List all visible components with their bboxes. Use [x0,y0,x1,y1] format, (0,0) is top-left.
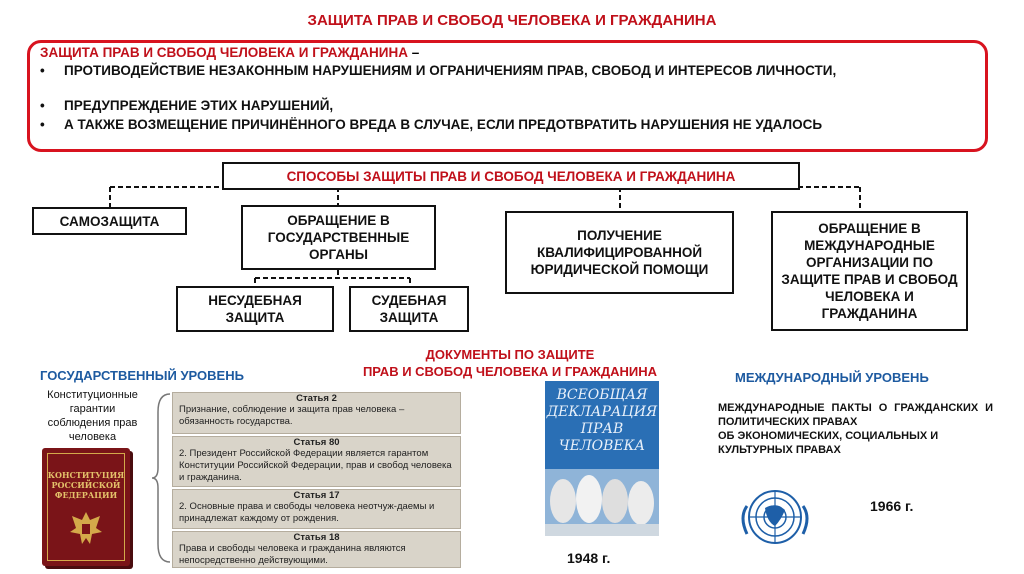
definition-bullet [40,116,975,133]
bullet-dot: • [40,98,45,113]
documents-title-line1: ДОКУМЕНТЫ ПО ЗАЩИТЕ [425,347,595,362]
article-text: 2. Основные права и свободы человека неотчуж-даемы и принадлежат каждому от рождения. [179,501,435,524]
legal-help-box: ПОЛУЧЕНИЕ КВАЛИФИЦИРОВАННОЙ ЮРИДИЧЕСКОЙ ПОМОЩИ [505,211,734,294]
bullet-dot: • [40,117,45,132]
udhr-title-line: ПРАВ [580,421,624,437]
article-title: Статья 2 [296,393,337,404]
pacts-line: ОБ ЭКОНОМИЧЕСКИХ, СОЦИАЛЬНЫХ И КУЛЬТУРНЫХ ПРАВАХ [718,430,939,456]
bracket-icon [150,392,172,564]
bullet-text: ПРОТИВОДЕЙСТВИЕ НЕЗАКОННЫМ НАРУШЕНИЯМ И ОГРАНИЧЕНИЯМ ПРАВ, СВОБОД И ИНТЕРЕСОВ ЛИЧНОСТИ, [64,63,837,78]
book-title-line: ФЕДЕРАЦИИ [54,490,118,500]
intl-level-label: МЕЖДУНАРОДНЫЙ УРОВЕНЬ [735,370,929,385]
definition-title-text: ЗАЩИТА ПРАВ И СВОБОД ЧЕЛОВЕКА И ГРАЖДАНИНА [40,45,408,60]
definition-title [40,45,419,60]
un-emblem-icon [735,484,815,550]
udhr-title-line: ВСЕОБЩАЯ [556,387,648,403]
pacts-year: 1966 г. [870,498,914,514]
documents-title-line2: ПРАВ И СВОБОД ЧЕЛОВЕКА И ГРАЖДАНИНА [362,364,658,379]
article-text: Признание, соблюдение и защита прав человека – обязанность государства. [179,404,405,427]
state-level-label: ГОСУДАРСТВЕННЫЙ УРОВЕНЬ [40,368,244,383]
book-title [42,470,130,500]
udhr-title-line: ЧЕЛОВЕКА [558,438,646,454]
article-card [172,489,461,529]
pacts-text [718,401,993,457]
constitution-book [42,448,130,566]
bullet-text: ПРЕДУПРЕЖДЕНИЕ ЭТИХ НАРУШЕНИЙ, [64,98,334,113]
udhr-cover [545,381,659,536]
udhr-title [545,387,659,455]
self-defense-box: САМОЗАЩИТА [32,207,187,235]
eagle-emblem-icon [68,508,104,548]
documents-title [310,346,710,380]
methods-header: СПОСОБЫ ЗАЩИТЫ ПРАВ И СВОБОД ЧЕЛОВЕКА И ГРАЖДАНИНА [222,162,800,190]
article-title: Статья 18 [293,532,340,543]
bullet-dot: • [40,63,45,78]
article-text: Права и свободы человека и гражданина являются непосредственно действующими. [179,543,406,566]
page-title: ЗАЩИТА ПРАВ И СВОБОД ЧЕЛОВЕКА И ГРАЖДАНИНА [307,12,717,29]
international-box: ОБРАЩЕНИЕ В МЕЖДУНАРОДНЫЕ ОРГАНИЗАЦИИ ПО ЗАЩИТЕ ПРАВ И СВОБОД ЧЕЛОВЕКА И ГРАЖДАНИНА [771,211,968,331]
book-title-line: КОНСТИТУЦИЯ [47,470,125,480]
udhr-title-line: ДЕКЛАРАЦИЯ [546,404,658,420]
constitution-label: Конституционные гарантии соблюдения прав человека [47,389,138,443]
definition-bullet [40,97,975,114]
article-text: 2. Президент Российской Федерации является гарантом Конституции Российской Федерации, прав и свобод человека и гражданина. [179,448,452,483]
bullet-text: А ТАКЖЕ ВОЗМЕЩЕНИЕ ПРИЧИНЁННОГО ВРЕДА В СЛУЧАЕ, ЕСЛИ ПРЕДОТВРАТИТЬ НАРУШЕНИЯ НЕ УДАЛОСЬ [64,117,823,132]
book-title-line: РОССИЙСКОЙ [51,480,121,490]
article-card [172,392,461,434]
article-card [172,436,461,487]
non-judicial-box: НЕСУДЕБНАЯ ЗАЩИТА [176,286,334,332]
judicial-box: СУДЕБНАЯ ЗАЩИТА [349,286,469,332]
article-title: Статья 17 [293,490,340,501]
article-card [172,531,461,568]
definition-bullet [40,62,975,79]
article-title: Статья 80 [293,437,340,448]
monument-faces-image [545,469,659,536]
definition-dash: – [411,45,420,60]
pacts-line: МЕЖДУНАРОДНЫЕ ПАКТЫ О ГРАЖДАНСКИХ И ПОЛИТИЧЕСКИХ ПРАВАХ [718,402,993,428]
state-bodies-box: ОБРАЩЕНИЕ В ГОСУДАРСТВЕННЫЕ ОРГАНЫ [241,205,436,270]
udhr-year: 1948 г. [567,550,611,566]
